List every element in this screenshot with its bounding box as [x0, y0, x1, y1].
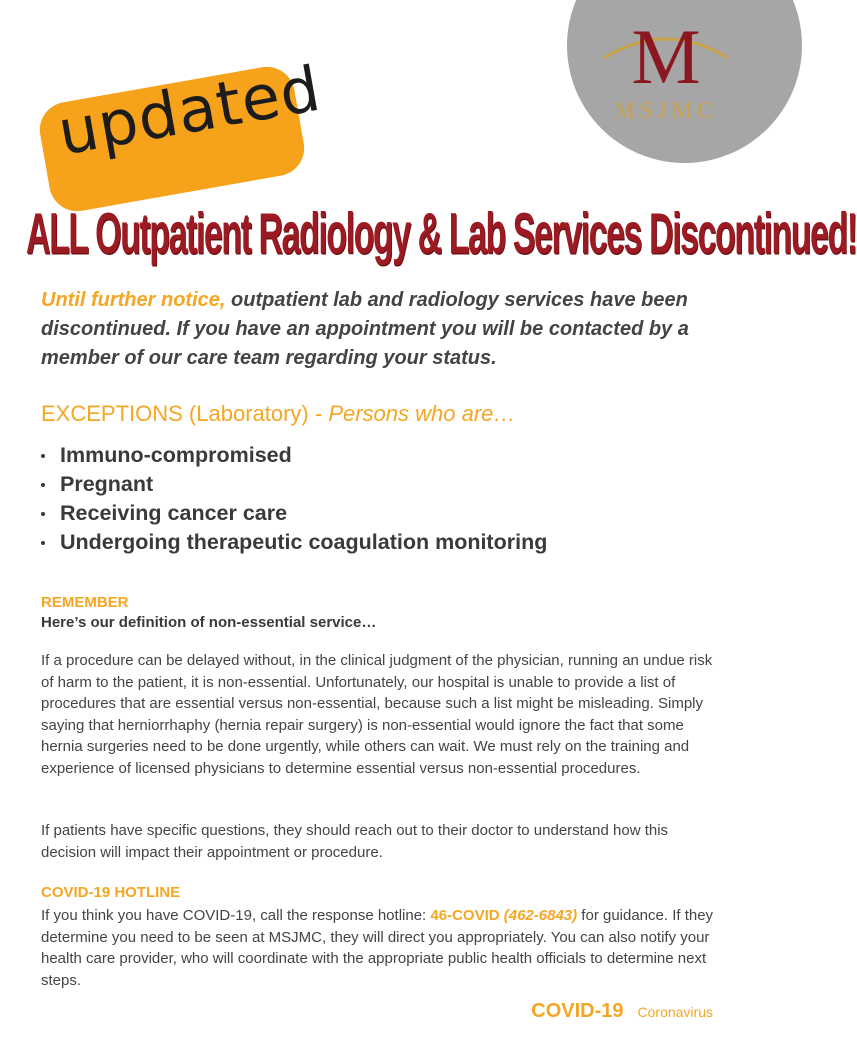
bullet-icon [41, 454, 45, 458]
hotline-text-after: for guidance. If they determine you need to be seen at MSJMC, they will direct you appropriately. You can also notify your health care provider, who will coordinate with the appropriate public health officials to determine next steps. [41, 907, 714, 989]
questions-paragraph: If patients have specific questions, they should reach out to their doctor to understand how this decision will impact their appointment or procedure. [41, 822, 669, 861]
hotline-text-before: If you think you have COVID-19, call the response hotline: [41, 907, 431, 924]
updated-sticker-text: updated [52, 51, 327, 170]
page-title: ALL Outpatient Radiology & Lab Services Discontinued! [26, 200, 857, 266]
intro-rest: outpatient lab and radiology services have been discontinued. If you have an appointment you will be contacted by a member of our care team regarding your status. [41, 289, 689, 369]
bullet-icon [41, 541, 45, 545]
footer-covid: COVID-19 [531, 1000, 624, 1022]
msjmc-logo [596, 12, 736, 132]
list-item [41, 441, 547, 470]
exceptions-qualifier: (Laboratory) - [182, 401, 329, 426]
intro-lead: Until further notice, [41, 289, 226, 311]
exceptions-persons: Persons who are… [328, 401, 516, 426]
list-item-text: Receiving cancer care [60, 501, 288, 525]
list-item-text: Pregnant [60, 472, 154, 496]
remember-subheading: Here’s our definition of non-essential service… [41, 614, 377, 631]
bullet-icon [41, 512, 45, 516]
hotline-digits: (462-6843) [503, 907, 578, 924]
definition-paragraph: If a procedure can be delayed without, in the clinical judgment of the physician, running an undue risk of harm to the patient, it is non-essential. Unfortunately, our hospital is unable to provide a list of procedures that are essential versus non-essential, because such a list might be misleading. Simply saying that herniorrhaphy (hernia repair surgery) is non-essential would ignore the fact that some hernia surgeries need to be done urgently, while others can wait. We must rely on the training and experience of licensed physicians to determine essential versus non-essential procedures. [41, 652, 713, 777]
list-item [41, 528, 547, 557]
list-item [41, 499, 547, 528]
bullet-icon [41, 483, 45, 487]
hotline-number: 46-COVID [430, 907, 500, 924]
hotline-paragraph [41, 905, 716, 991]
hotline-heading: COVID-19 HOTLINE [41, 884, 181, 901]
exceptions-list [41, 441, 547, 557]
list-item-text: Undergoing therapeutic coagulation monitoring [60, 530, 548, 554]
footer-coronavirus: Coronavirus [637, 1004, 713, 1020]
intro-paragraph [41, 286, 721, 373]
logo-letter: M [631, 13, 701, 100]
remember-heading: REMEMBER [41, 594, 129, 611]
list-item [41, 470, 547, 499]
exceptions-label: EXCEPTIONS [41, 401, 183, 426]
exceptions-heading [41, 401, 515, 427]
footer [531, 1000, 713, 1023]
list-item-text: Immuno-compromised [60, 443, 292, 467]
logo-text: MSJMC [614, 98, 718, 123]
